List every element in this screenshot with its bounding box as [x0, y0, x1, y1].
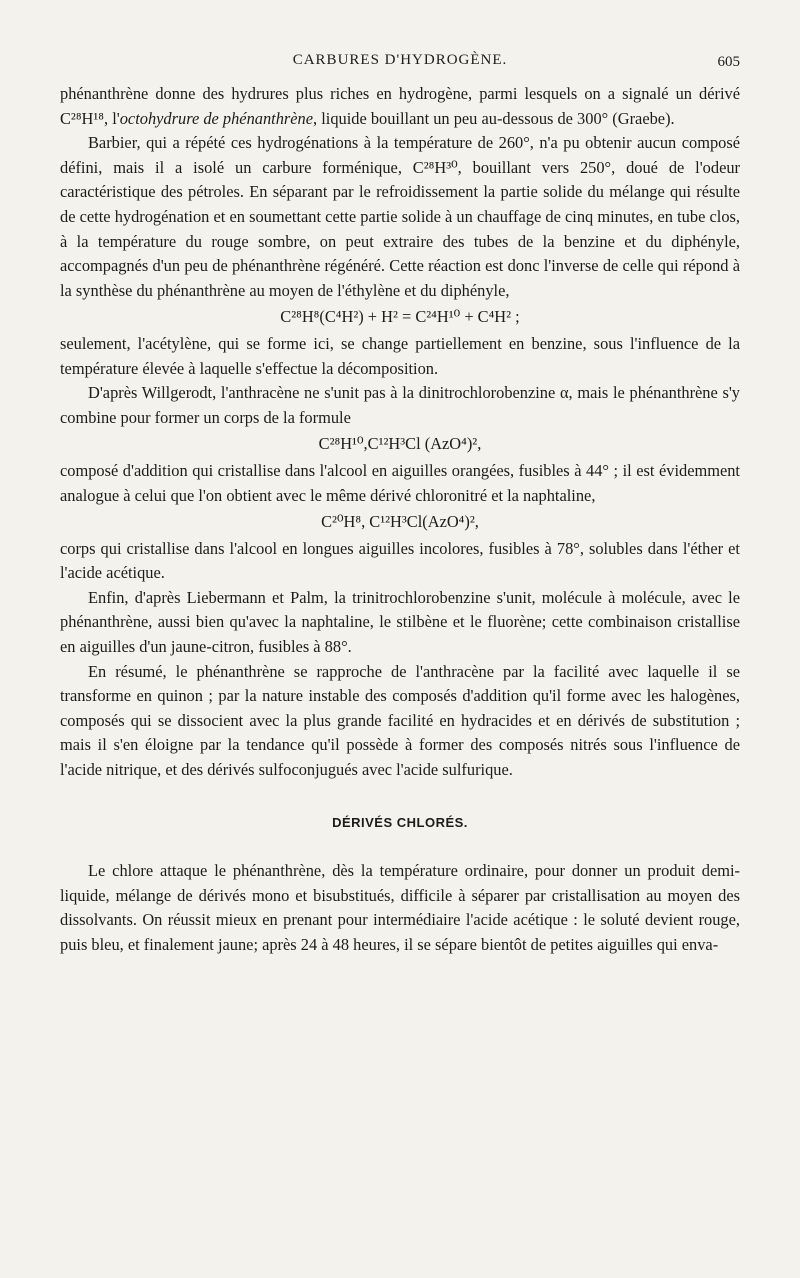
paragraph-8: En résumé, le phénanthrène se rapproche de l'anthracène par la facilité avec laquelle il se transforme en quinon ; par la nature instable des composés d'addition qu'il forme avec les halogènes, composés qui se dissocient avec la plus grande facilité en hydracides et en dérivés de substitution ; mais il s'en éloigne par la tendance qu'il possède à former des composés nitrés sous l'influence de l'acide nitrique, et des dérivés sulfoconjugués avec l'acide sulfurique. — [60, 661, 740, 780]
paragraph-1-italic: octohydrure de phénanthrène — [119, 108, 314, 128]
page-number: 605 — [717, 54, 740, 70]
paragraph-1-text-b: , liquide bouillant un peu au-dessous de 300° (Graebe). — [313, 108, 675, 128]
formula-3: C²⁰H⁸, C¹²H³Cl(AzO⁴)², — [321, 512, 479, 532]
formula-2: C²⁸H¹⁰,C¹²H³Cl (AzO⁴)², — [318, 434, 482, 454]
paragraph-5: composé d'addition qui cristallise dans l'alcool en aiguilles orangées, fusibles à 44° ; il est évidemment analogue à celui que l'on obtient avec le même dérivé chloronitré et la naphtaline, — [60, 460, 740, 505]
formula-1: C²⁸H⁸(C⁴H²) + H² = C²⁴H¹⁰ + C⁴H² ; — [280, 307, 520, 327]
running-title: CARBURES D'HYDROGÈNE. — [292, 52, 508, 68]
paragraph-2: Barbier, qui a répété ces hydrogénations à la température de 260°, n'a pu obtenir aucun composé défini, mais il a isolé un carbure forménique, C²⁸H³⁰, bouillant vers 250°, doué de l'odeur caractéristique des pétroles. En séparant par le refroidissement la partie solide du mélange qui résulte de cette hydrogénation et en soumettant cette partie solide à un chauffage de cinq minutes, en tube clos, à la température du rouge sombre, on peut extraire des tubes de la benzine et du diphényle, accompagnés d'un peu de phénanthrène régénéré. Cette réaction est donc l'inverse de celle qui répond à la synthèse du phénanthrène au moyen de l'éthylène et du diphényle, — [60, 133, 740, 300]
section-title: DÉRIVÉS CHLORÉS. — [332, 814, 468, 830]
paragraph-6: corps qui cristallise dans l'alcool en longues aiguilles incolores, fusibles à 78°, solubles dans l'éther et l'acide acétique. — [60, 538, 740, 583]
paragraph-7: Enfin, d'après Liebermann et Palm, la trinitrochlorobenzine s'unit, molécule à molécule, avec le phénanthrène, aussi bien qu'avec la naphtaline, le stilbène et le fluorène; cette combinaison cristallise en aiguilles d'un jaune-citron, fusibles à 88°. — [60, 587, 740, 657]
paragraph-4: D'après Willgerodt, l'anthracène ne s'unit pas à la dinitrochlorobenzine α, mais le phénanthrène s'y combine pour former un corps de la formule — [60, 383, 740, 427]
paragraph-1 — [60, 82, 740, 131]
paragraph-1-text-a: phénanthrène donne des hydrures plus riches en hydrogène, parmi lesquels on a signalé un dérivé C²⁸H¹⁸, l' — [60, 84, 740, 128]
page-header — [60, 52, 740, 78]
paragraph-9: Le chlore attaque le phénanthrène, dès la température ordinaire, pour donner un produit demi-liquide, mélange de dérivés mono et bisubstitués, difficile à séparer par cristallisation au moyen des dissolvants. On réussit mieux en prenant pour intermédiaire l'acide acétique : le soluté devient rouge, puis bleu, et finalement jaune; après 24 à 48 heures, il se sépare bientôt de petites aiguilles qui enva- — [60, 861, 740, 954]
paragraph-3: seulement, l'acétylène, qui se forme ici, se change partiellement en benzine, sous l'influence de la température élevée à laquelle s'effectue la décomposition. — [60, 333, 740, 378]
page-body — [60, 82, 740, 958]
